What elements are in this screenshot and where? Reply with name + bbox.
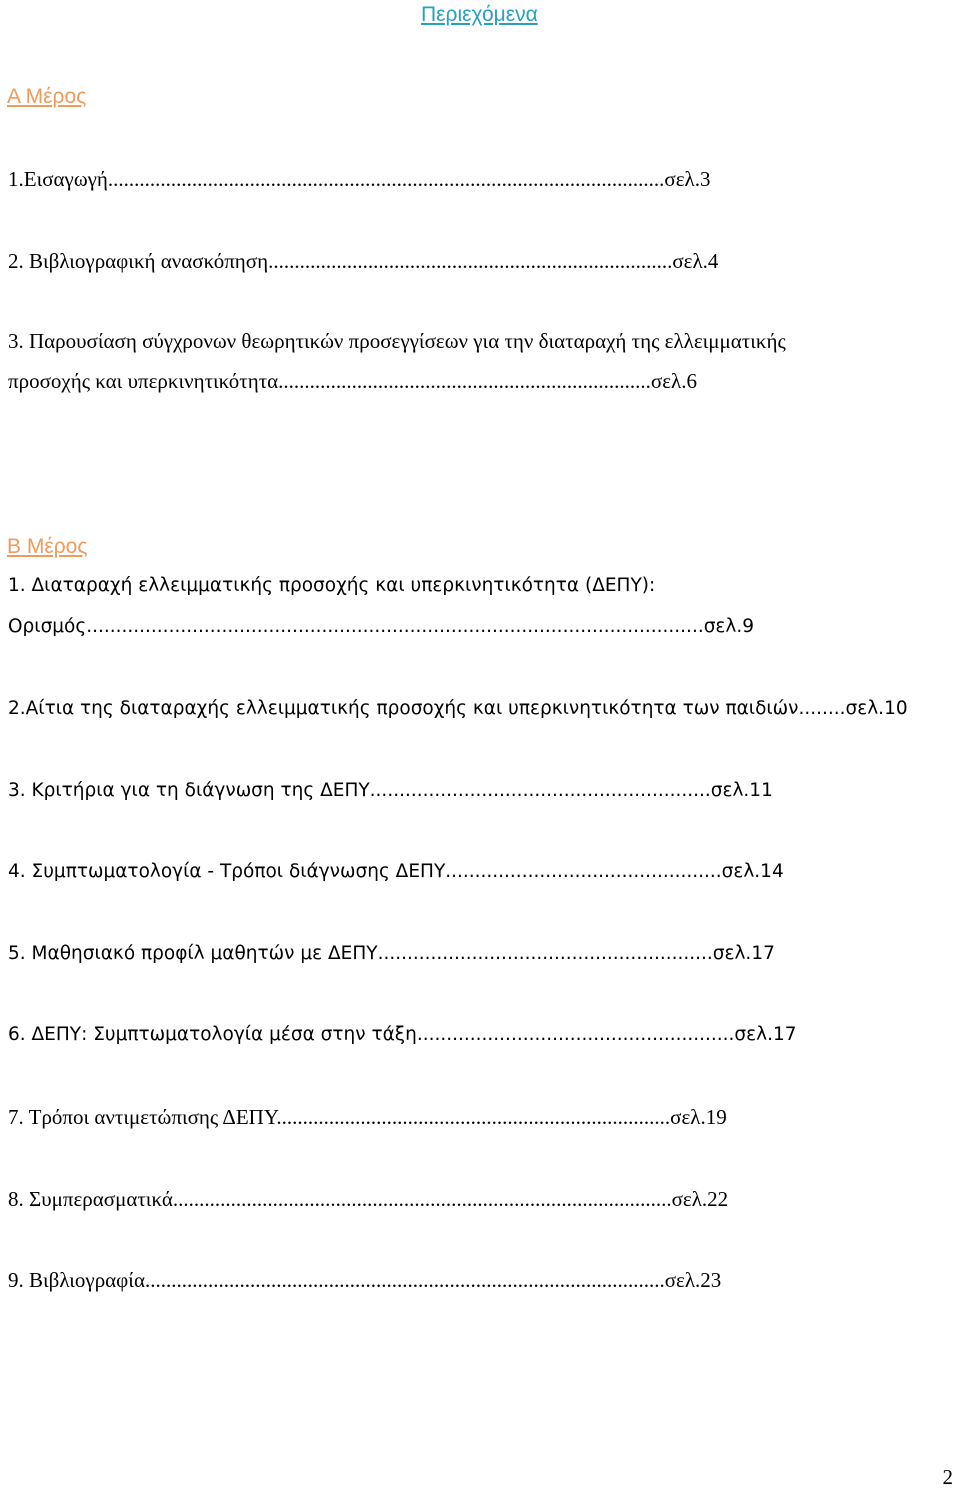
toc-entry-b2: 2.Αίτια της διαταραχής ελλειμματικής προσοχής και υπερκινητικότητα των παιδιών........σελ.10 — [8, 698, 908, 719]
toc-entry-b1: 1. Διαταραχή ελλειμματικής προσοχής και υπερκινητικότητα (ΔΕΠΥ): — [8, 575, 656, 596]
toc-entry-b5: 5. Μαθησιακό προφίλ μαθητών με ΔΕΠΥ.........................................................σελ.17 — [8, 943, 775, 964]
toc-entry-a2: 2. Βιβλιογραφική ανασκόπηση.............................................................................σελ.4 — [8, 249, 719, 273]
toc-entry-a1: 1.Εισαγωγή..........................................................................................................σελ.3 — [8, 167, 711, 191]
toc-title-link[interactable]: Περιεχόμενα — [421, 3, 538, 26]
toc-entry-a3: 3. Παρουσίαση σύγχρονων θεωρητικών προσεγγίσεων για την διαταραχή της ελλειμματικής — [8, 329, 786, 353]
page-number: 2 — [942, 1465, 953, 1489]
toc-entry-b8: 8. Συμπερασματικά...............................................................................................σελ.22 — [8, 1187, 729, 1211]
part-b-heading-link[interactable]: Β Μέρος — [7, 535, 88, 558]
part-a-heading-link[interactable]: Α Μέρος — [7, 85, 87, 108]
toc-entry-b1-continuation: Ορισμός.........................................................................................................σελ.9 — [8, 616, 755, 637]
toc-entry-b9: 9. Βιβλιογραφία...................................................................................................σελ.23 — [8, 1268, 722, 1292]
toc-entry-b6: 6. ΔΕΠΥ: Συμπτωματολογία μέσα στην τάξη......................................................σελ.17 — [8, 1024, 797, 1045]
toc-entry-a3-continuation: προσοχής και υπερκινητικότητα.......................................................................σελ.6 — [8, 369, 697, 393]
toc-entry-b4: 4. Συμπτωματολογία - Τρόποι διάγνωσης ΔΕΠΥ...............................................σελ.14 — [8, 861, 784, 882]
toc-entry-b7: 7. Τρόποι αντιμετώπισης ΔΕΠΥ...........................................................................σελ.19 — [8, 1105, 727, 1129]
toc-entry-b3: 3. Κριτήρια για τη διάγνωση της ΔΕΠΥ..........................................................σελ.11 — [8, 780, 773, 801]
